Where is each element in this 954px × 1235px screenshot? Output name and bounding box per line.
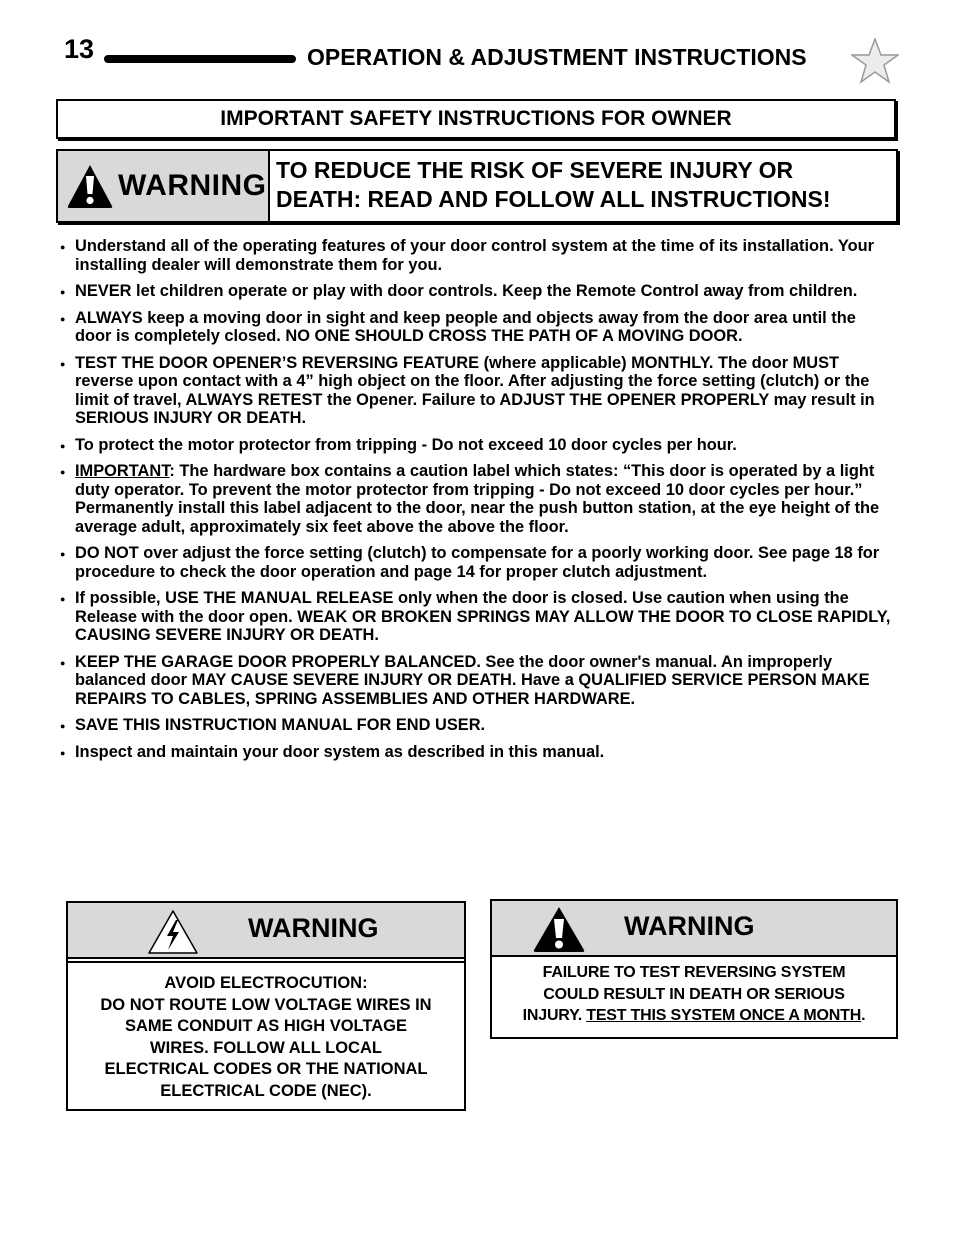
warning-banner xyxy=(56,149,898,223)
warning-word: WARNING xyxy=(624,911,755,941)
list-item: ● IMPORTANT: The hardware box contains a caution label which states: “This door is operated by a light duty operator. To prevent the motor protector from tripping - Do not exceed 10 door cycles per hour.” Permanently install this label adjacent to the door, near the push button station, at the eye height of the average adult, approximately six feet above the above the floor. xyxy=(58,462,896,536)
safety-instructions-title-box xyxy=(56,99,896,139)
list-item: ● TEST THE DOOR OPENER’S REVERSING FEATURE (where applicable) MONTHLY. The door MUST reverse upon contact with a 4” high object on the floor. After adjusting the force setting (clutch) or the limit of travel, ALWAYS RETEST the Opener. Failure to ADJUST THE OPENER PROPERLY may result in SERIOUS INJURY OR DEATH. xyxy=(58,354,896,428)
test-monthly-emphasis: TEST THIS SYSTEM ONCE A MONTH xyxy=(586,1007,862,1024)
star-icon xyxy=(851,38,899,84)
list-item: ● Inspect and maintain your door system as described in this manual. xyxy=(58,743,896,762)
exclamation-triangle-icon xyxy=(532,905,586,953)
list-item: ● KEEP THE GARAGE DOOR PROPERLY BALANCED. See the door owner's manual. An improperly balanced door MAY CAUSE SEVERE INJURY OR DEATH. Have a QUALIFIED SERVICE PERSON MAKE REPAIRS TO CABLES, SPRING ASSEMBLIES AND OTHER HARDWARE. xyxy=(58,653,896,709)
list-item: ● Understand all of the operating features of your door control system at the time of its installation. Your installing dealer will demonstrate them for you. xyxy=(58,237,896,274)
header-rule xyxy=(104,55,296,63)
warning-message-line: TO REDUCE THE RISK OF SEVERE INJURY OR xyxy=(276,157,794,183)
exclamation-triangle-icon xyxy=(66,163,114,209)
electrocution-warning-box xyxy=(66,901,466,1111)
reversing-warning-header xyxy=(492,901,896,957)
reversing-warning-text: FAILURE TO TEST REVERSING SYSTEM COULD RESULT IN DEATH OR SERIOUS INJURY. TEST THIS SYSTEM ONCE A MONTH. xyxy=(522,964,866,1024)
warning-word: WARNING xyxy=(118,169,267,202)
important-label: IMPORTANT xyxy=(75,462,170,480)
list-item: ● ALWAYS keep a moving door in sight and keep people and objects away from the door area until the door is completely closed. NO ONE SHOULD CROSS THE PATH OF A MOVING DOOR. xyxy=(58,309,896,346)
list-item: ● To protect the motor protector from tripping - Do not exceed 10 door cycles per hour. xyxy=(58,436,896,455)
electrocution-warning-text: AVOID ELECTROCUTION: DO NOT ROUTE LOW VOLTAGE WIRES IN SAME CONDUIT AS HIGH VOLTAGE WIRES. FOLLOW ALL LOCAL ELECTRICAL CODES OR THE NATIONAL ELECTRICAL CODE (NEC). xyxy=(100,974,432,1100)
safety-instructions-title: IMPORTANT SAFETY INSTRUCTIONS FOR OWNER xyxy=(220,107,732,130)
warning-word: WARNING xyxy=(248,913,379,943)
warning-message xyxy=(270,151,896,221)
page-number: 13 xyxy=(64,34,95,64)
electrocution-warning-header xyxy=(68,903,464,959)
warning-message-line: DEATH: READ AND FOLLOW ALL INSTRUCTIONS! xyxy=(276,186,831,212)
section-title: OPERATION & ADJUSTMENT INSTRUCTIONS xyxy=(307,44,807,70)
list-item: ● NEVER let children operate or play with door controls. Keep the Remote Control away from children. xyxy=(58,282,896,301)
reversing-warning-box xyxy=(490,899,898,1039)
high-voltage-icon xyxy=(146,908,200,956)
list-item: ● SAVE THIS INSTRUCTION MANUAL FOR END USER. xyxy=(58,716,896,735)
warning-label xyxy=(58,151,270,221)
safety-instructions-list xyxy=(58,237,896,769)
list-item: ● DO NOT over adjust the force setting (clutch) to compensate for a poorly working door. See page 18 for procedure to check the door operation and page 14 for proper clutch adjustment. xyxy=(58,544,896,581)
list-item: ● If possible, USE THE MANUAL RELEASE only when the door is closed. Use caution when using the Release with the door open. WEAK OR BROKEN SPRINGS MAY ALLOW THE DOOR TO CLOSE RAPIDLY, CAUSING SEVERE INJURY OR DEATH. xyxy=(58,589,896,645)
